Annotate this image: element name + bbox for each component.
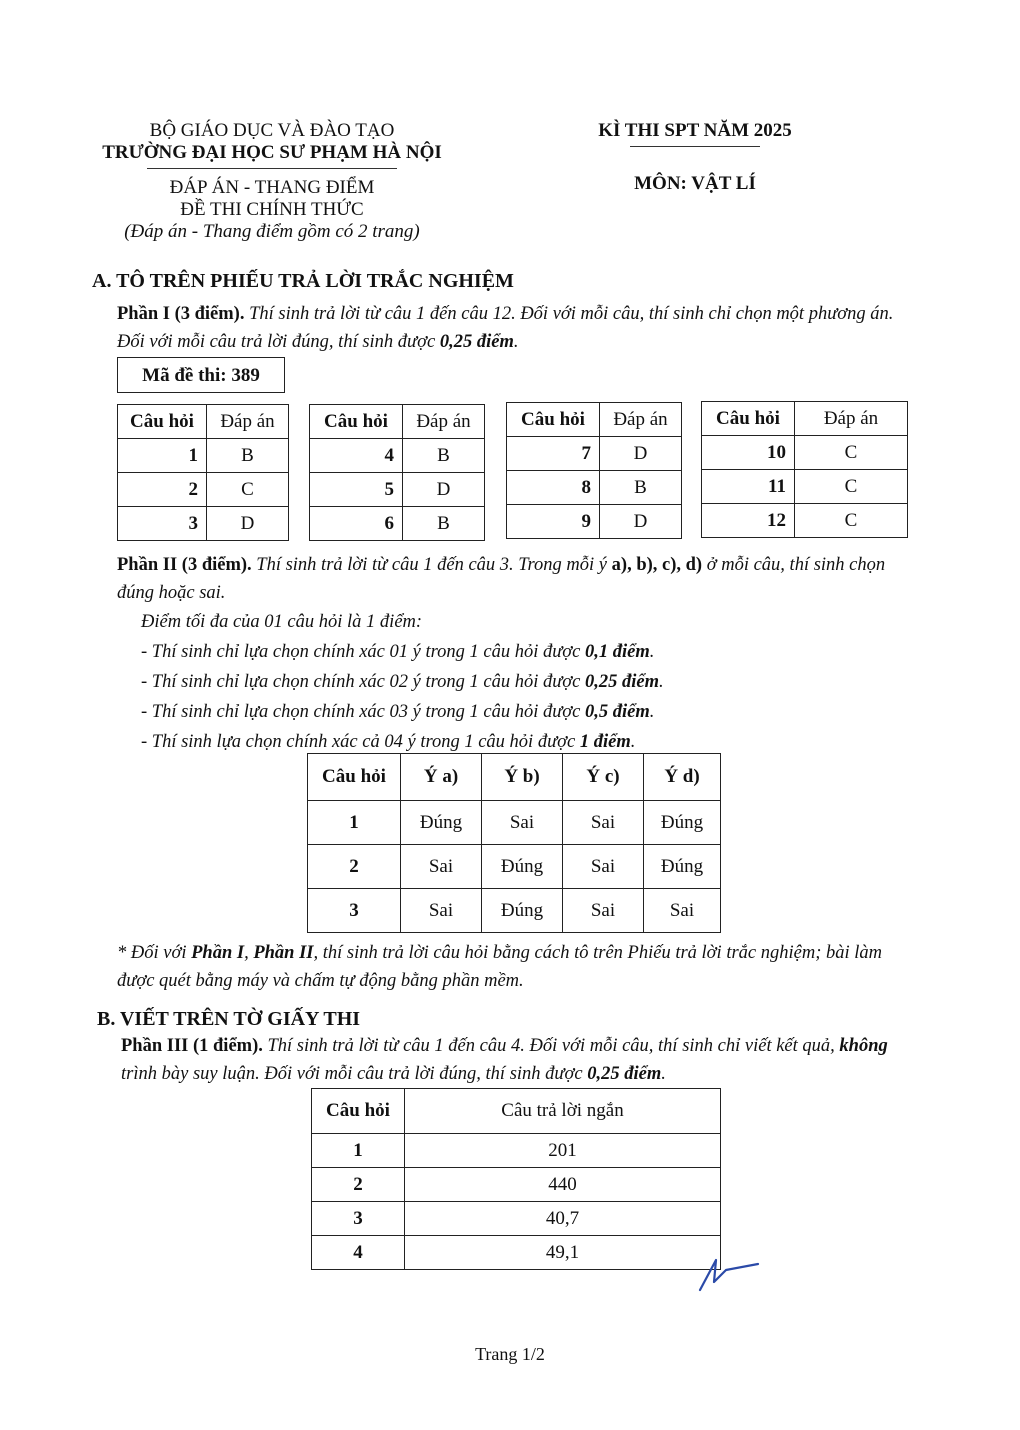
question-number: 2 — [312, 1168, 405, 1202]
part3-text2: trình bày suy luận. Đối với mỗi câu trả lời đúng, thí sinh được — [121, 1064, 588, 1084]
part1-label: Phần I (3 điểm). — [117, 304, 245, 324]
answer-value: D — [600, 437, 682, 471]
answer-value: D — [207, 507, 289, 541]
rule-end: . — [649, 702, 655, 722]
table-row — [507, 505, 682, 539]
col-question-header: Câu hỏi — [702, 402, 795, 436]
table-cell: Đúng — [482, 845, 563, 889]
header-right — [560, 120, 830, 195]
table-row — [507, 471, 682, 505]
signature-mark — [692, 1250, 762, 1294]
table-row — [118, 473, 289, 507]
rule-line — [141, 638, 921, 666]
answer-table-4 — [701, 401, 908, 538]
rule-text: - Thí sinh chỉ lựa chọn chính xác 03 ý trong 1 câu hỏi được — [141, 702, 586, 722]
exam-code-box: Mã đề thi: 389 — [117, 357, 285, 393]
note-separator: , — [244, 943, 254, 963]
section-a-title: A. TÔ TRÊN PHIẾU TRẢ LỜI TRẮC NGHIỆM — [92, 270, 514, 292]
rule-text: - Thí sinh chỉ lựa chọn chính xác 02 ý trong 1 câu hỏi được — [141, 672, 586, 692]
answer-value: C — [795, 504, 908, 538]
question-number: 3 — [308, 889, 401, 933]
table-cell: Sai — [563, 801, 644, 845]
header-question: Câu hỏi — [312, 1089, 405, 1134]
answer-value: B — [600, 471, 682, 505]
table-row — [312, 1134, 721, 1168]
part2-text2: ở mỗi câu, thí sinh chọn đúng hoặc sai. — [117, 555, 886, 603]
col-answer-header: Đáp án — [600, 403, 682, 437]
part3-text1: Thí sinh trả lời từ câu 1 đến câu 4. Đối với mỗi câu, thí sinh chỉ viết kết quả, — [262, 1036, 840, 1056]
answer-table-2 — [309, 404, 485, 541]
answer-value: C — [795, 436, 908, 470]
part3-end: . — [661, 1064, 666, 1084]
table-cell: Đúng — [482, 889, 563, 933]
table-row — [702, 504, 908, 538]
answer-table-3 — [506, 402, 682, 539]
table-row — [702, 470, 908, 504]
note-part1: Phần I — [191, 943, 245, 963]
table-cell: Đúng — [644, 801, 721, 845]
question-number: 2 — [118, 473, 207, 507]
header-question: Câu hỏi — [308, 754, 401, 801]
part2-description — [117, 551, 917, 607]
rule-line — [141, 728, 921, 756]
table-row — [310, 439, 485, 473]
header-divider — [147, 168, 397, 169]
header-option-c: Ý c) — [563, 754, 644, 801]
table-row — [312, 1168, 721, 1202]
subject-title: MÔN: VẬT LÍ — [634, 173, 756, 194]
answer-value: B — [403, 439, 485, 473]
doc-subtype: ĐỀ THI CHÍNH THỨC — [180, 199, 364, 220]
table-row — [118, 439, 289, 473]
question-number: 3 — [312, 1202, 405, 1236]
answer-value: C — [795, 470, 908, 504]
section-b-title: B. VIẾT TRÊN TỜ GIẤY THI — [97, 1008, 361, 1030]
scoring-rules — [141, 608, 921, 756]
part1-text: Thí sinh trả lời từ câu 1 đến câu 12. Đối với mỗi câu, thí sinh chỉ chọn một phương án. Đối với mỗi câu trả lời đúng, thí sinh được — [117, 304, 894, 352]
answer-table-1 — [117, 404, 289, 541]
answer-value: C — [207, 473, 289, 507]
col-answer-header: Đáp án — [403, 405, 485, 439]
short-answer: 201 — [405, 1134, 721, 1168]
short-answer: 40,7 — [405, 1202, 721, 1236]
table-cell: Sai — [644, 889, 721, 933]
part3-table — [311, 1088, 721, 1270]
table-row — [310, 507, 485, 541]
scanning-note — [117, 939, 917, 995]
part3-points: 0,25 điểm — [587, 1064, 662, 1084]
page-number: Trang 1/2 — [475, 1344, 545, 1364]
question-number: 1 — [118, 439, 207, 473]
part3-label: Phần III (1 điểm). — [121, 1036, 263, 1056]
header-option-a: Ý a) — [401, 754, 482, 801]
table-cell: Sai — [563, 889, 644, 933]
col-answer-header: Đáp án — [207, 405, 289, 439]
part3-description — [121, 1032, 921, 1088]
exam-title: KÌ THI SPT NĂM 2025 — [598, 120, 792, 141]
header-left — [92, 120, 452, 243]
header-option-d: Ý d) — [644, 754, 721, 801]
ministry-name: BỘ GIÁO DỤC VÀ ĐÀO TẠO — [149, 120, 395, 141]
question-number: 7 — [507, 437, 600, 471]
table-row — [308, 845, 721, 889]
rule-end: . — [649, 642, 655, 662]
rule-points: 1 điểm — [579, 732, 631, 752]
table-row — [308, 889, 721, 933]
rule-text: - Thí sinh chỉ lựa chọn chính xác 01 ý trong 1 câu hỏi được — [141, 642, 586, 662]
header-option-b: Ý b) — [482, 754, 563, 801]
question-number: 6 — [310, 507, 403, 541]
answer-value: D — [403, 473, 485, 507]
question-number: 4 — [312, 1236, 405, 1270]
table-cell: Sai — [482, 801, 563, 845]
question-number: 8 — [507, 471, 600, 505]
answer-value: B — [207, 439, 289, 473]
note-prefix: * Đối với — [117, 943, 192, 963]
table-row — [308, 801, 721, 845]
rule-points: 0,5 điểm — [585, 702, 650, 722]
university-name: TRƯỜNG ĐẠI HỌC SƯ PHẠM HÀ NỘI — [102, 142, 442, 163]
answer-value: D — [600, 505, 682, 539]
part1-end: . — [513, 332, 519, 352]
question-number: 1 — [308, 801, 401, 845]
part1-description — [117, 300, 917, 356]
part3-bold: không — [839, 1036, 888, 1056]
question-number: 5 — [310, 473, 403, 507]
short-answer: 49,1 — [405, 1236, 721, 1270]
table-row — [118, 507, 289, 541]
question-number: 10 — [702, 436, 795, 470]
part2-options: a), b), c), d) — [611, 555, 703, 575]
col-question-header: Câu hỏi — [310, 405, 403, 439]
col-answer-header: Đáp án — [795, 402, 908, 436]
part2-label: Phần II (3 điểm). — [117, 555, 252, 575]
part1-points: 0,25 điểm — [439, 332, 514, 352]
question-number: 1 — [312, 1134, 405, 1168]
rule-line — [141, 698, 921, 726]
header-short-answer: Câu trả lời ngắn — [405, 1089, 721, 1134]
table-cell: Đúng — [401, 801, 482, 845]
doc-note: (Đáp án - Thang điểm gồm có 2 trang) — [124, 221, 420, 242]
rule-line — [141, 668, 921, 696]
table-cell: Sai — [401, 889, 482, 933]
table-row — [310, 473, 485, 507]
question-number: 11 — [702, 470, 795, 504]
part2-table — [307, 753, 721, 933]
question-number: 4 — [310, 439, 403, 473]
exam-title-underline — [630, 146, 760, 147]
col-question-header: Câu hỏi — [118, 405, 207, 439]
note-part2: Phần II — [253, 943, 314, 963]
answer-value: B — [403, 507, 485, 541]
table-cell: Sai — [563, 845, 644, 889]
short-answer: 440 — [405, 1168, 721, 1202]
question-number: 12 — [702, 504, 795, 538]
table-row — [312, 1236, 721, 1270]
doc-type: ĐÁP ÁN - THANG ĐIỂM — [169, 177, 375, 198]
rule-end: . — [659, 672, 664, 692]
rule-text: - Thí sinh lựa chọn chính xác cả 04 ý trong 1 câu hỏi được — [141, 732, 580, 752]
table-cell: Sai — [401, 845, 482, 889]
max-score-note: Điểm tối đa của 01 câu hỏi là 1 điểm: — [141, 612, 423, 632]
table-row — [702, 436, 908, 470]
table-cell: Đúng — [644, 845, 721, 889]
col-question-header: Câu hỏi — [507, 403, 600, 437]
part2-text1: Thí sinh trả lời từ câu 1 đến câu 3. Trong mỗi ý — [251, 555, 612, 575]
rule-points: 0,1 điểm — [585, 642, 650, 662]
rule-end: . — [630, 732, 636, 752]
note-text: , thí sinh trả lời câu hỏi bằng cách tô trên Phiếu trả lời trắc nghiệm; bài làm được quét bằng máy và chấm tự động bằng phần mềm. — [117, 943, 883, 991]
table-row — [312, 1202, 721, 1236]
table-row — [507, 437, 682, 471]
question-number: 2 — [308, 845, 401, 889]
rule-points: 0,25 điểm — [585, 672, 660, 692]
question-number: 3 — [118, 507, 207, 541]
question-number: 9 — [507, 505, 600, 539]
